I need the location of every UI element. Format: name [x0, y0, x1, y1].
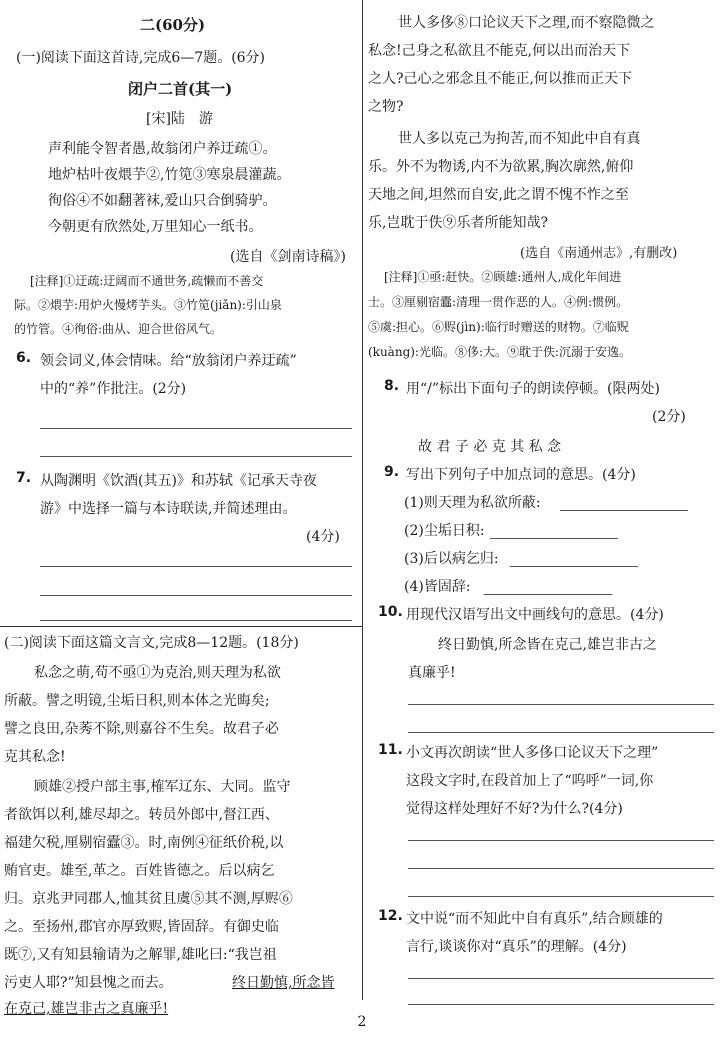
q9-answer-line[interactable]: [484, 594, 612, 595]
prose-line: 天地之间,坦然而自安,此之谓不愧不怍之至: [368, 187, 629, 203]
q9-answer-line[interactable]: [510, 566, 638, 567]
question-number: 8.: [384, 378, 400, 394]
q7-answer-line[interactable]: [40, 620, 352, 621]
poem-line: 今朝更有欣然处,万里知心一纸书。: [48, 219, 263, 235]
q9-answer-line[interactable]: [560, 510, 688, 511]
q12-text: 文中说“而不知此中自有真乐”,结合顾雄的: [406, 911, 663, 927]
q7-answer-line[interactable]: [40, 595, 352, 596]
prose-line: 乐。外不为物诱,内不为欲累,胸次廓然,俯仰: [368, 159, 634, 175]
prose-line: 者欲饵以利,雄尽却之。转员外郎中,督江西、: [4, 807, 279, 823]
poem-intro: (一)阅读下面这首诗,完成6—7题。(6分): [16, 50, 266, 66]
question-number: 12.: [378, 908, 403, 924]
poem-source: (选自《剑南诗稿》): [230, 249, 346, 265]
column-divider: [362, 0, 363, 1000]
page-number: 2: [357, 1014, 367, 1030]
question-number: 6.: [16, 350, 32, 366]
q9-text: 写出下列句子中加点词的意思。(4分): [406, 467, 636, 483]
prose-line: 所蔽。譬之明镜,尘垢日积,则本体之光晦矣;: [4, 693, 270, 709]
q7-text: 游》中选择一篇与本诗联读,并简述理由。: [40, 501, 297, 517]
q6-text: 中的“养”作批注。(2分): [40, 381, 187, 397]
q11-text: 这段文字时,在段首加上了“呜呼”一词,你: [406, 773, 654, 789]
q10-answer-line[interactable]: [408, 704, 714, 705]
prose-line: 顾雄②授户部主事,榷军辽东、大同。监守: [34, 779, 291, 795]
poem-note: 的竹管。④徇俗:曲从、迎合世俗风气。: [14, 322, 223, 336]
prose-source: (选自《南通州志》,有删改): [520, 246, 678, 261]
q7-text: 从陶渊明《饮酒(其五)》和苏轼《记承天寺夜: [40, 473, 317, 489]
q9-answer-line[interactable]: [490, 538, 618, 539]
prose-note: (kuàng):光临。⑧侈:大。⑨耽于佚:沉溺于安逸。: [368, 345, 632, 359]
poem-note: 际。②煨芋:用炉火慢烤芋头。③竹笕(jiǎn):引山泉: [14, 298, 282, 312]
q12-text: 言行,谈谈你对“真乐”的理解。(4分): [406, 939, 627, 955]
prose-line: 克其私念!: [4, 749, 66, 765]
q11-text: 觉得这样处理好不好?为什么?(4分): [406, 801, 623, 817]
q8-text: 用“/”标出下面句子的朗读停顿。(限两处): [406, 381, 660, 397]
q9-item: (4)皆固辞:: [404, 579, 471, 595]
prose-line: 之物?: [368, 99, 404, 115]
question-number: 10.: [378, 604, 403, 620]
prose-line: 世人多以克己为拘苦,而不知此中自有真: [398, 131, 641, 147]
prose-line: 既⑦,又有知县输请为之解罪,雄叱曰:“我岂祖: [4, 947, 277, 963]
q9-item: (2)尘垢日积:: [404, 523, 485, 539]
underlined-sentence: 在克己,雄岂非古之真廉乎!: [4, 1001, 169, 1017]
q9-item: (1)则天理为私欲所蔽:: [404, 495, 541, 511]
prose-intro: (二)阅读下面这篇文言文,完成8—12题。(18分): [4, 635, 299, 651]
q8-sentence[interactable]: 故 君 子 必 克 其 私 念: [418, 439, 562, 455]
prose-note: ⑤虞:担心。⑥赆(jìn):临行时赠送的财物。⑦临贶: [368, 320, 629, 334]
poem-line: 声利能令智者愚,故翁闭户养迂疏①。: [48, 141, 277, 157]
poem-line: 徇俗④不如翻著袜,爱山只合倒骑驴。: [48, 193, 277, 209]
q11-answer-line[interactable]: [408, 896, 714, 897]
section-title: 二(60分): [140, 16, 206, 34]
prose-note: [注释]①亟:赶快。②顾雄:通州人,成化年间进: [384, 270, 622, 284]
prose-line: 譬之良田,杂莠不除,则嘉谷不生矣。故君子必: [4, 721, 279, 737]
poem-line: 地炉枯叶夜煨芋②,竹笕③寒泉晨灌蔬。: [48, 167, 291, 183]
prose-line: 乐,岂耽于佚⑨乐者所能知哉?: [368, 215, 548, 231]
q6-answer-line[interactable]: [40, 456, 352, 457]
q6-text: 领会词义,体会情味。给“放翁闭户养迂疏”: [40, 353, 297, 369]
question-number: 11.: [378, 742, 403, 758]
q8-score: (2分): [652, 409, 686, 425]
q9-item: (3)后以病乞归:: [404, 551, 499, 567]
prose-line: 贿官吏。雄至,革之。百姓皆德之。后以病乞: [4, 863, 275, 879]
prose-line: 私念!己身之私欲且不能克,何以出而治天下: [368, 43, 631, 59]
q11-answer-line[interactable]: [408, 868, 714, 869]
underlined-sentence: 终日勤慎,所念皆: [232, 975, 335, 991]
poem-author: [宋]陆 游: [146, 111, 213, 127]
poem-note: [注释]①迂疏:迂阔而不通世务,疏懒而不善交: [30, 274, 264, 288]
q7-answer-line[interactable]: [40, 566, 352, 567]
q10-text: 用现代汉语写出文中画线句的意思。(4分): [406, 607, 664, 623]
q7-score: (4分): [306, 529, 340, 545]
section-separator: [0, 626, 362, 627]
prose-note: 士。③厘剔宿蠹:清理一贯作恶的人。④例:惯例。: [368, 295, 629, 309]
q10-quote: 终日勤慎,所念皆在克己,雄岂非古之: [438, 637, 657, 653]
q12-answer-line[interactable]: [408, 1004, 714, 1005]
q11-text: 小文再次朗读“世人多侈口论议天下之理”: [406, 745, 659, 761]
prose-line: 福建欠税,厘剔宿蠹③。时,南例④征纸价税,以: [4, 835, 284, 851]
q6-answer-line[interactable]: [40, 428, 352, 429]
q10-answer-line[interactable]: [408, 732, 714, 733]
prose-line: 污吏人耶?”知县愧之而去。: [4, 975, 173, 991]
q12-answer-line[interactable]: [408, 978, 714, 979]
prose-line: 之。至扬州,郡官亦厚致赆,皆固辞。有御史临: [4, 919, 279, 935]
q11-answer-line[interactable]: [408, 840, 714, 841]
prose-line: 归。京兆尹同郡人,恤其贫且虞⑤其不测,厚赆⑥: [4, 891, 293, 907]
question-number: 7.: [16, 470, 32, 486]
prose-line: 世人多侈⑧口论议天下之理,而不察隐微之: [398, 15, 655, 31]
prose-line: 之人?己心之邪念且不能正,何以推而正天下: [368, 71, 632, 87]
question-number: 9.: [384, 464, 400, 480]
q10-quote: 真廉乎!: [408, 665, 456, 681]
prose-line: 私念之萌,苟不亟①为克治,则天理为私欲: [34, 665, 281, 681]
poem-title: 闭户二首(其一): [128, 80, 233, 98]
